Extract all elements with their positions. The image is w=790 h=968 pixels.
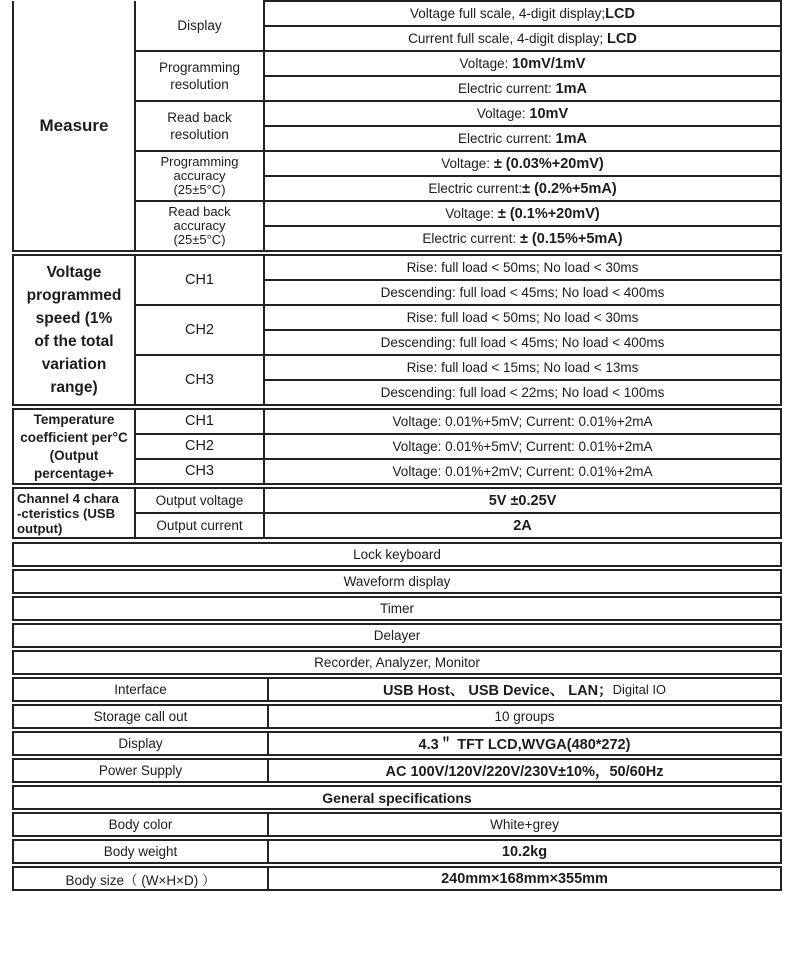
body-size-row: [12, 866, 782, 891]
output-voltage-value: 5V ±0.25V: [264, 488, 781, 513]
readback-accuracy-current-value: Electric current: ± (0.15%+5mA): [264, 226, 781, 251]
temp-ch1-label: CH1: [135, 409, 264, 434]
row-label: Storage call out: [14, 706, 269, 727]
speed-ch3-label: CH3: [135, 355, 264, 405]
table-row: [13, 255, 781, 280]
table-row: [13, 1, 781, 26]
display-spec-row: [12, 731, 782, 756]
feature-row-lock-keyboard: Lock keyboard: [12, 542, 782, 567]
temp-ch2-label: CH2: [135, 434, 264, 459]
speed-ch1-rise-value: Rise: full load < 50ms; No load < 30ms: [264, 255, 781, 280]
feature-row-recorder-analyzer-monitor: Recorder, Analyzer, Monitor: [12, 650, 782, 675]
temp-ch3-label: CH3: [135, 459, 264, 484]
speed-ch1-label: CH1: [135, 255, 264, 305]
speed-ch1-descending-value: Descending: full load < 45ms; No load < 400ms: [264, 280, 781, 305]
measure-section-table: [12, 0, 782, 252]
voltage-speed-section-label: Voltage programmed speed (1% of the total variation range): [13, 255, 135, 405]
speed-ch3-rise-value: Rise: full load < 15ms; No load < 13ms: [264, 355, 781, 380]
general-specifications-header: General specifications: [12, 785, 782, 810]
output-current-label: Output current: [135, 513, 264, 538]
row-label: Body size（ (W×H×D) ）: [14, 868, 269, 889]
power-supply-row: [12, 758, 782, 783]
speed-ch2-label: CH2: [135, 305, 264, 355]
row-label: Interface: [14, 679, 269, 700]
row-value: 4.3＂ TFT LCD,WVGA(480*272): [418, 737, 631, 753]
row-value: White+grey: [490, 817, 559, 832]
programming-resolution-label: Programming resolution: [135, 51, 264, 101]
row-label: Body weight: [14, 841, 269, 862]
row-label: Power Supply: [14, 760, 269, 781]
channel4-section-table: [12, 487, 782, 539]
row-label: Display: [14, 733, 269, 754]
temp-ch2-value: Voltage: 0.01%+5mV; Current: 0.01%+2mA: [264, 434, 781, 459]
row-label: Body color: [14, 814, 269, 835]
readback-resolution-voltage-value: Voltage: 10mV: [264, 101, 781, 126]
temp-coefficient-section-table: [12, 408, 782, 485]
body-weight-row: [12, 839, 782, 864]
output-voltage-label: Output voltage: [135, 488, 264, 513]
speed-ch2-rise-value: Rise: full load < 50ms; No load < 30ms: [264, 305, 781, 330]
table-row: [13, 409, 781, 434]
programming-resolution-voltage-value: Voltage: 10mV/1mV: [264, 51, 781, 76]
body-color-row: [12, 812, 782, 837]
feature-row-timer: Timer: [12, 596, 782, 621]
display-voltage-value: Voltage full scale, 4-digit display;LCD: [264, 1, 781, 26]
row-value: 240mm×168mm×355mm: [441, 870, 608, 887]
display-current-value: Current full scale, 4-digit display; LCD: [264, 26, 781, 51]
table-row: [13, 488, 781, 513]
measure-section-label: Measure: [13, 1, 135, 251]
speed-ch3-descending-value: Descending: full load < 22ms; No load < 100ms: [264, 380, 781, 405]
readback-resolution-label: Read back resolution: [135, 101, 264, 151]
temp-ch1-value: Voltage: 0.01%+5mV; Current: 0.01%+2mA: [264, 409, 781, 434]
temp-coefficient-section-label: Temperature coefficient per°C (Output percentage+: [13, 409, 135, 484]
row-value: 10.2kg: [501, 843, 548, 860]
programming-accuracy-voltage-value: Voltage: ± (0.03%+20mV): [264, 151, 781, 176]
row-value: USB Host、 USB Device、 LAN； Digital IO: [382, 682, 667, 699]
readback-accuracy-label: Read back accuracy (25±5°C): [135, 201, 264, 251]
readback-accuracy-voltage-value: Voltage: ± (0.1%+20mV): [264, 201, 781, 226]
output-current-value: 2A: [264, 513, 781, 538]
row-value: AC 100V/120V/220V/230V±10%，50/60Hz: [385, 764, 664, 780]
feature-row-delayer: Delayer: [12, 623, 782, 648]
display-row-label: Display: [135, 1, 264, 51]
programming-resolution-current-value: Electric current: 1mA: [264, 76, 781, 101]
interface-row: [12, 677, 782, 702]
storage-call-out-row: [12, 704, 782, 729]
speed-ch2-descending-value: Descending: full load < 45ms; No load < 400ms: [264, 330, 781, 355]
programming-accuracy-label: Programming accuracy (25±5°C): [135, 151, 264, 201]
readback-resolution-current-value: Electric current: 1mA: [264, 126, 781, 151]
row-value: 10 groups: [494, 709, 555, 724]
feature-row-waveform-display: Waveform display: [12, 569, 782, 594]
temp-ch3-value: Voltage: 0.01%+2mV; Current: 0.01%+2mA: [264, 459, 781, 484]
voltage-speed-section-table: [12, 254, 782, 406]
channel4-section-label: Channel 4 chara -cteristics (USB output): [13, 488, 135, 538]
programming-accuracy-current-value: Electric current:± (0.2%+5mA): [264, 176, 781, 201]
